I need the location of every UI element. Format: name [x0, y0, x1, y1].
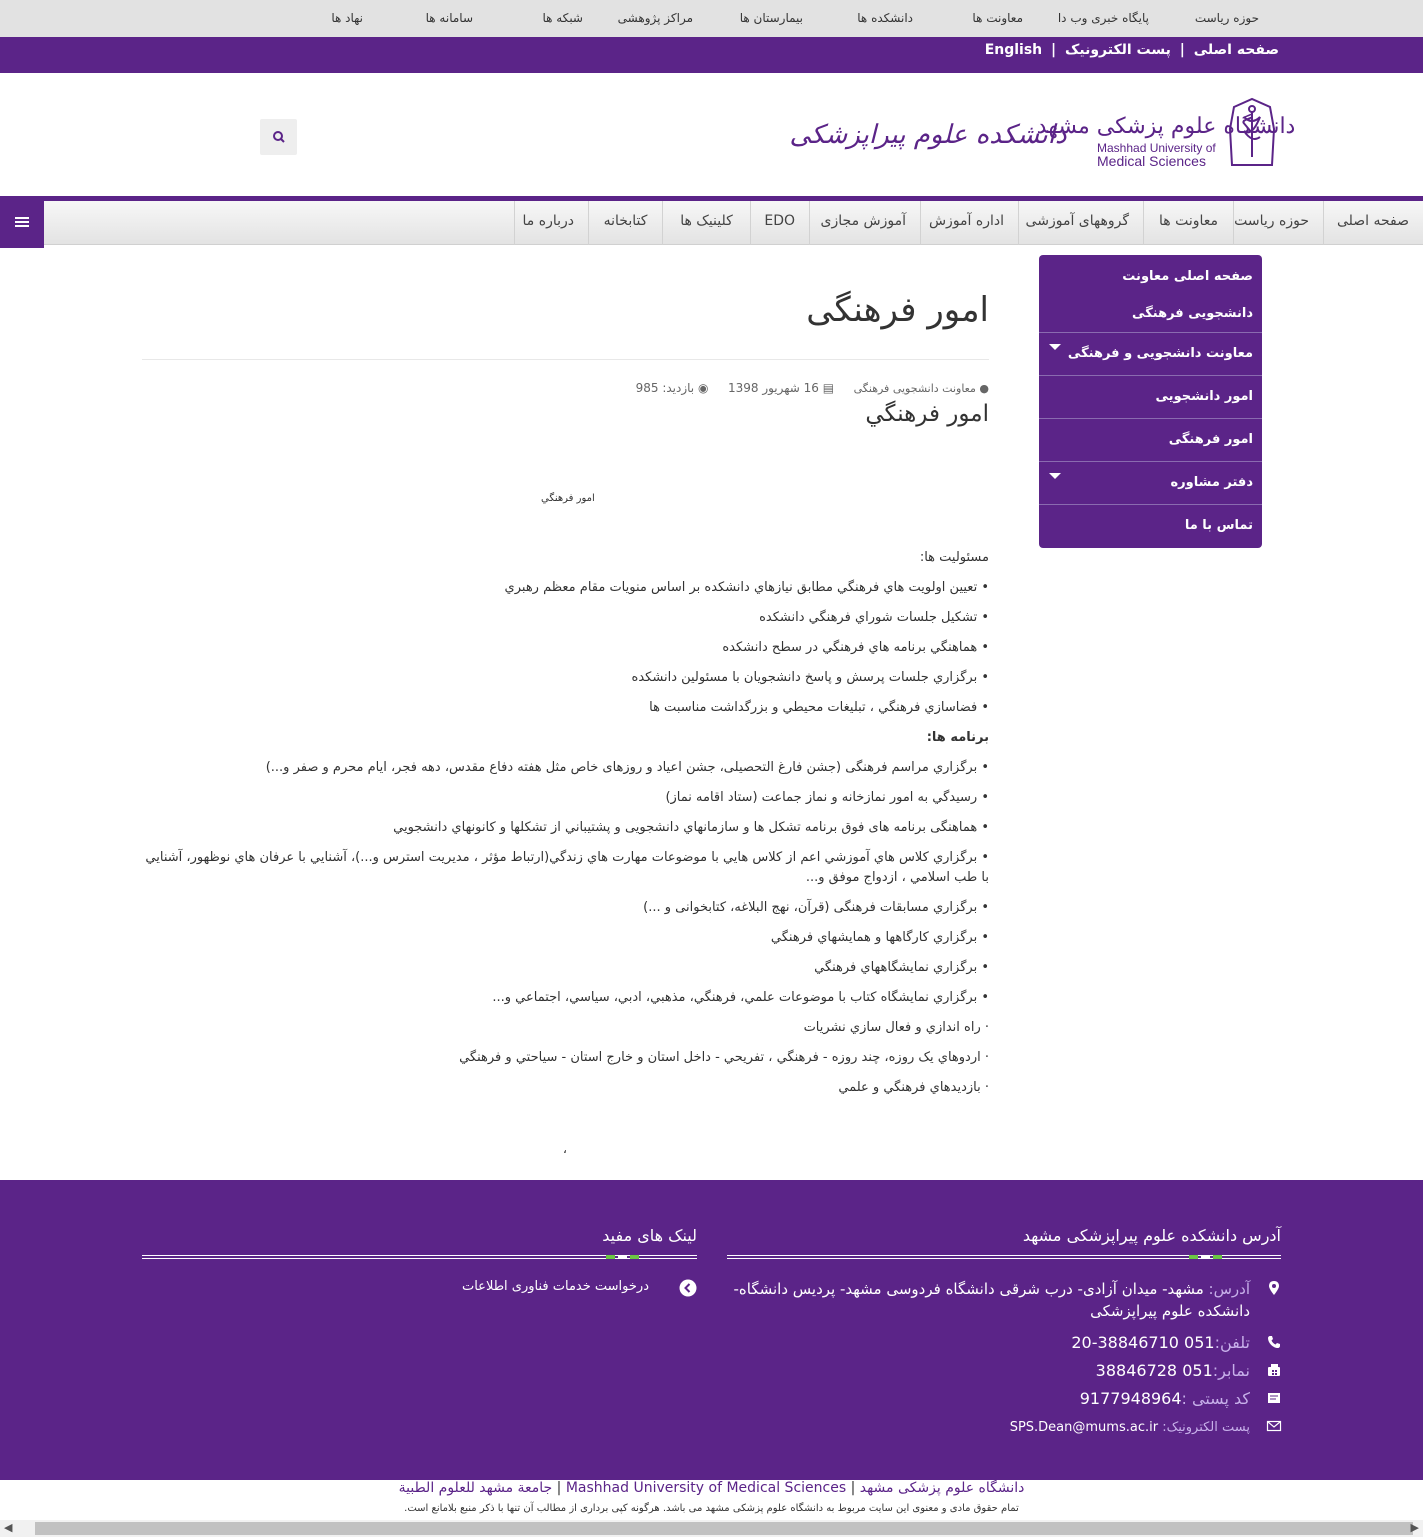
nav-home[interactable]: صفحه اصلی	[1323, 201, 1423, 245]
top-link-hospitals[interactable]: بیمارستان ها	[739, 11, 803, 25]
footer-dash	[630, 1255, 639, 1259]
article-meta	[620, 381, 989, 395]
sidebar-item-label: دفتر مشاوره	[1170, 475, 1253, 490]
author: معاونت دانشجویی فرهنگی	[853, 382, 976, 395]
school-name-logo	[789, 95, 1067, 171]
sidebar-item-student-affairs[interactable]	[1039, 376, 1262, 419]
scroll-right-icon[interactable]: ▶	[1410, 1521, 1419, 1534]
date: 16 شهریور 1398	[727, 381, 819, 395]
fax-label: نمابر:	[1212, 1361, 1250, 1380]
nav-edo[interactable]: EDO	[750, 201, 809, 245]
sidebar-item-label: امور فرهنگی	[1168, 432, 1253, 447]
footer-address	[730, 1278, 1250, 1322]
chevron-down-icon[interactable]	[1049, 473, 1061, 479]
address-value: مشهد- میدان آزادی- درب شرقی دانشگاه فردوسی مشهد- پردیس دانشگاه- دانشکده علوم پیراپزشکی	[733, 1280, 1250, 1320]
sidebar-item-label: معاونت دانشجویی و فرهنگی	[1067, 346, 1253, 361]
top-link-systems[interactable]: سامانه ها	[425, 11, 473, 25]
phone-value[interactable]: 051 38846710-20	[1071, 1333, 1215, 1352]
article-paragraph: • هماهنگی برنامه های فوق برنامه تشكل ها و سازمانهاي دانشجويی و پشتيباني از تشكلها و كانونهاي دانشجويي	[393, 820, 989, 835]
postal-value: 9177948964	[1079, 1389, 1182, 1408]
article-paragraph: • برگزاري مراسم فرهنگی (جشن فارغ التحصیلی، جشن اعیاد و روزهای خاص مثل هفته دفاع مقدس، دهه فجر، ایام محرم و صفر و...)	[265, 760, 989, 775]
footer-email	[1010, 1420, 1250, 1435]
nav-about[interactable]: درباره ما	[514, 201, 588, 245]
article-paragraph: • هماهنگي برنامه هاي فرهنگي در سطح دانشكده	[722, 640, 989, 655]
sidebar-item-label: صفحه اصلی معاونت دانشجویی فرهنگی	[1122, 269, 1253, 321]
scroll-left-icon[interactable]: ◀	[4, 1521, 13, 1534]
phone-label: تلفن:	[1214, 1333, 1250, 1352]
article-paragraph: • تعيين اولويت هاي فرهنگي مطابق نيازهاي دانشكده بر اساس منويات مقام معظم رهبري	[504, 580, 989, 595]
copyright-text: تمام حقوق مادی و معنوی این سایت مربوط به دانشگاه علوم پزشکی مشهد می باشد. هرگونه کپی برداری از مطالب آن تنها با ذکر منبع بلامانع است.	[404, 1503, 1019, 1514]
chevron-down-icon[interactable]	[1049, 344, 1061, 350]
article-paragraph: · اردوهاي يک روزه، چند روزه - فرهنگي ، تفريحي - داخل استان و خارج استان - سياحتي و فرهنگي	[459, 1050, 989, 1065]
sidebar-menu	[1039, 255, 1262, 548]
logo-en-line2: Medical Sciences	[1097, 153, 1206, 169]
map-marker-icon	[1266, 1280, 1282, 1296]
top-link-research[interactable]: مراکز پژوهشی	[617, 11, 693, 25]
top-link-deputies[interactable]: معاونت ها	[972, 11, 1023, 25]
footer-link-it-services[interactable]: درخواست خدمات فناوری اطلاعات	[461, 1279, 649, 1294]
search-button[interactable]	[260, 119, 297, 155]
article-paragraph: • برگزاري جلسات پرسش و پاسخ دانشجويان با مسئولين دانشكده	[631, 670, 989, 685]
top-link-networks[interactable]: شبکه ها	[542, 11, 583, 25]
author-meta	[854, 382, 989, 395]
footer-dash	[606, 1255, 615, 1259]
visits-label: بازدید:	[662, 381, 695, 395]
sidebar-item-counseling[interactable]	[1039, 462, 1262, 505]
postal-label: کد پستی :	[1181, 1389, 1250, 1408]
postal-icon	[1266, 1390, 1282, 1406]
trailing-text: ،	[563, 1142, 567, 1156]
sidebar-item-student-cultural-home[interactable]	[1039, 255, 1262, 333]
footer-links-title: لینک های مفید	[602, 1226, 697, 1245]
separator: |	[1051, 42, 1057, 58]
top-link-schools[interactable]: دانشکده ها	[857, 11, 913, 25]
sidebar-item-contact[interactable]	[1039, 505, 1262, 548]
logo-fa-text: دانشگاه علوم پزشکی مشهد	[1036, 114, 1296, 139]
quick-links-strip	[0, 37, 1423, 73]
email-link[interactable]: پست الکترونیک	[1065, 42, 1171, 58]
email-value[interactable]: SPS.Dean@mums.ac.ir	[1009, 1420, 1159, 1435]
home-link[interactable]: صفحه اصلی	[1193, 42, 1279, 58]
top-link-institutions[interactable]: نهاد ها	[331, 11, 363, 25]
article-paragraph: • برگزاري نمايشگاه كتاب با موضوعات علمي، فرهنگي، مذهبي، ادبي، سياسي، اجتماعي و...	[492, 990, 989, 1005]
sidebar-item-label: امور دانشجویی	[1155, 389, 1253, 404]
top-link-news[interactable]: پايگاه خبری وب دا	[1057, 11, 1149, 25]
article-paragraph: • برگزاري كلاس هاي آموزشي اعم از كلاس هايي با موضوعات مهارت هاي زندگي(ارتباط مؤثر ، مديريت استرس و...)، آشنايي با عرفان هاي نوظهور، آشنايي با طب اسلامي ، ازدواج موفق و...	[145, 850, 989, 885]
user-icon: ●	[979, 382, 989, 395]
menu-toggle-button[interactable]	[0, 196, 44, 248]
visits-count: 985	[635, 381, 659, 395]
main-nav	[44, 201, 1423, 245]
top-link-presidency[interactable]: حوزه رياست	[1194, 11, 1259, 25]
nav-deputies[interactable]: معاونت ها	[1143, 201, 1233, 245]
date-meta	[728, 381, 834, 395]
school-name: دانشکده علوم پیراپزشکی	[789, 120, 1067, 150]
article-paragraph: · بازديدهاي فرهنگي و علمي	[838, 1080, 989, 1095]
chevron-circle-icon	[679, 1279, 697, 1297]
hamburger-icon	[15, 216, 29, 228]
nav-virtual-education[interactable]: آموزش مجازی	[809, 201, 920, 245]
article-paragraph: · راه اندازي و فعال سازي نشريات	[803, 1020, 989, 1035]
university-name-ar[interactable]: جامعة مشهد للعلوم الطبیة	[398, 1480, 553, 1496]
article-image: امور فرهنگي	[541, 493, 595, 504]
sidebar-item-student-cultural-deputy[interactable]	[1039, 333, 1262, 376]
university-name-fa[interactable]: دانشگاه علوم پزشکی مشهد	[859, 1480, 1025, 1496]
eye-icon: ◉	[697, 381, 709, 395]
page-title: امور فرهنگی	[806, 290, 989, 330]
top-links-bar	[0, 0, 1423, 37]
visits-meta	[636, 381, 709, 395]
horizontal-scrollbar[interactable]	[0, 1520, 1423, 1537]
footer-fax	[1096, 1361, 1250, 1380]
copyright-bar	[0, 1480, 1423, 1520]
scrollbar-thumb[interactable]	[35, 1522, 1413, 1535]
article-paragraph: برنامه ها:	[926, 730, 989, 745]
article-body	[142, 548, 989, 1108]
envelope-icon	[1266, 1418, 1282, 1434]
address-label: آدرس:	[1208, 1280, 1250, 1298]
article-paragraph: • فضاسازي فرهنگي ، تبليغات محيطي و بزرگداشت مناسبت ها	[649, 700, 989, 715]
footer	[0, 1180, 1423, 1480]
sidebar-item-cultural-affairs[interactable]	[1039, 419, 1262, 462]
footer-phone	[1071, 1333, 1250, 1352]
nav-departments[interactable]: گروههای آموزشی	[1018, 201, 1143, 245]
logo-en-line1: Mashhad University of	[1097, 141, 1216, 155]
search-icon	[272, 130, 286, 144]
divider	[142, 359, 989, 360]
footer-address-title: آدرس دانشکده علوم پیراپزشکی مشهد	[1022, 1226, 1281, 1245]
article-paragraph: • برگزاري نمايشگاههاي فرهنگي	[814, 960, 989, 975]
english-link[interactable]: English	[984, 42, 1043, 58]
phone-icon	[1266, 1334, 1282, 1350]
university-name-en[interactable]: Mashhad University of Medical Sciences	[565, 1480, 847, 1496]
nav-clinics[interactable]: کلینیک ها	[662, 201, 750, 245]
fax-value: 051 38846728	[1095, 1361, 1213, 1380]
footer-dash	[1189, 1255, 1198, 1259]
nav-library[interactable]: کتابخانه	[588, 201, 662, 245]
nav-education-office[interactable]: اداره آموزش	[920, 201, 1018, 245]
article-paragraph: • برگزاري كارگاهها و همايشهاي فرهنگي	[770, 930, 989, 945]
separator: |	[850, 1480, 856, 1496]
article-paragraph: • تشكيل جلسات شوراي فرهنگي دانشكده	[759, 610, 989, 625]
university-logo[interactable]	[1036, 97, 1296, 171]
footer-dash	[1201, 1255, 1210, 1259]
article-paragraph: مسئوليت ها:	[919, 550, 989, 565]
email-label: پست الکترونیک:	[1162, 1420, 1250, 1435]
article-paragraph: • رسيدگي به امور نمازخانه و نماز جماعت (ستاد اقامه نماز)	[665, 790, 989, 805]
footer-dash	[618, 1255, 627, 1259]
fax-icon	[1266, 1362, 1282, 1378]
calendar-icon: ▤	[822, 381, 835, 395]
article-title: امور فرهنگي	[865, 401, 989, 427]
quick-links	[983, 42, 1281, 58]
nav-presidency[interactable]: حوزه ریاست	[1233, 201, 1323, 245]
separator: |	[1179, 42, 1185, 58]
separator: |	[556, 1480, 562, 1496]
article-paragraph: • برگزاري مسابقات فرهنگی (قرآن، نهج البلاغه، كتابخوانی و ...)	[643, 900, 989, 915]
sidebar-item-label: تماس با ما	[1184, 518, 1253, 533]
university-names	[0, 1480, 1423, 1496]
footer-postal	[1080, 1389, 1250, 1408]
footer-dash	[1213, 1255, 1222, 1259]
